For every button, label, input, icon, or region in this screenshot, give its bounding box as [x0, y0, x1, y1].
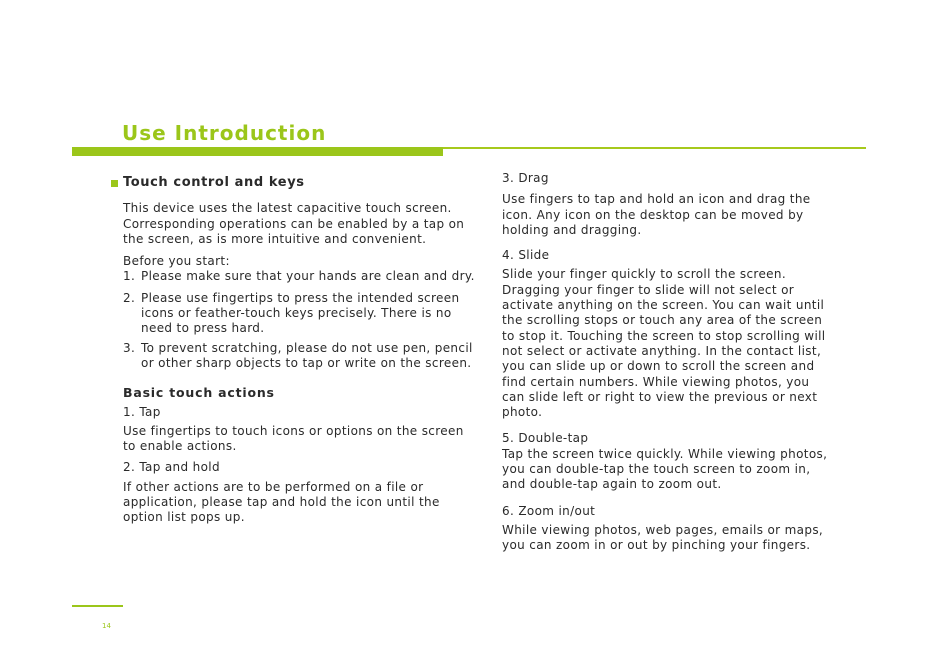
- item-title: 1. Tap: [123, 404, 161, 419]
- item-title: 3. Drag: [502, 171, 549, 185]
- page-number: 14: [102, 622, 111, 630]
- item-text: Tap the screen twice quickly. While viewing photos, you can double-tap the touch screen to zoom in, and double-tap again to zoom out.: [502, 446, 828, 492]
- footer-divider: [72, 605, 123, 607]
- list-number: 2.: [123, 290, 136, 305]
- item-title: 4. Slide: [502, 248, 550, 263]
- section-heading: [123, 175, 475, 190]
- list-number: 3.: [123, 340, 136, 355]
- list-item: [123, 269, 475, 284]
- before-label: Before you start:: [123, 254, 230, 269]
- header-accent-bar: [72, 147, 443, 156]
- page-title: Use Introduction: [122, 121, 327, 145]
- item-title: 5. Double-tap: [502, 431, 589, 446]
- precaution-list: [123, 269, 475, 371]
- list-text: Please use fingertips to press the intended screen icons or feather-touch keys precisely. There is no need to press hard.: [141, 290, 460, 336]
- list-item: [123, 291, 475, 337]
- left-column: [123, 175, 475, 526]
- item-text: If other actions are to be performed on a file or application, please tap and hold the icon until the option list pops up.: [123, 479, 440, 525]
- item-text: While viewing photos, web pages, emails or maps, you can zoom in or out by pinching your fingers.: [502, 522, 824, 553]
- item-text: Use fingertips to touch icons or options on the screen to enable actions.: [123, 423, 464, 454]
- item-title: 6. Zoom in/out: [502, 503, 596, 518]
- item-text: Slide your finger quickly to scroll the screen. Dragging your finger to slide will not select or activate anything on the screen. You can wait until the scrolling stops or touch any area of the screen to stop it. Touching the screen to stop scrolling will not select or activate anything. In the contact list, you can slide up or down to scroll the screen and find certain numbers. While viewing photos, you can slide left or right to view the previous or next photo.: [502, 267, 826, 420]
- intro-paragraph: This device uses the latest capacitive touch screen. Corresponding operations can be enabled by a tap on the screen, as is more intuitive and convenient.: [123, 201, 465, 246]
- item-title: 2. Tap and hold: [123, 460, 220, 475]
- section-heading-text: Touch control and keys: [123, 175, 305, 190]
- list-number: 1.: [123, 269, 136, 284]
- subsection-heading: Basic touch actions: [123, 385, 275, 401]
- list-text: To prevent scratching, please do not use pen, pencil or other sharp objects to tap or write on the screen.: [141, 340, 473, 370]
- list-text: Please make sure that your hands are clean and dry.: [141, 269, 475, 284]
- square-bullet-icon: [111, 180, 118, 187]
- list-item: [123, 341, 475, 372]
- right-column: [502, 171, 832, 554]
- item-text: Use fingers to tap and hold an icon and drag the icon. Any icon on the desktop can be moved by holding and dragging.: [502, 192, 811, 237]
